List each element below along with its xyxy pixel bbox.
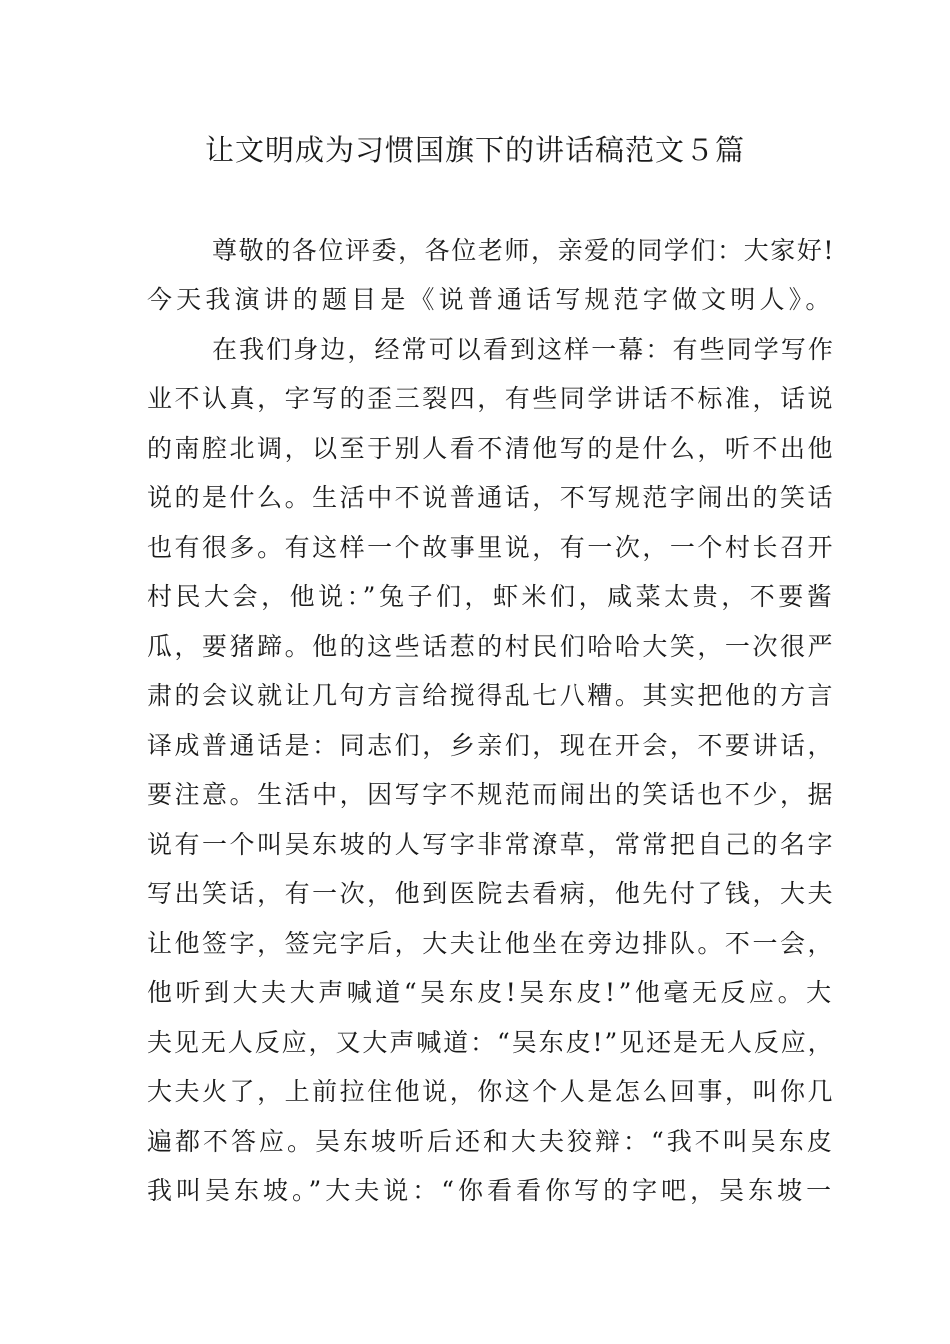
text-line: 译成普通话是：同志们，乡亲们，现在开会，不要讲话， (147, 731, 836, 760)
text-line: 也有很多。有这样一个故事里说，有一次，一个村长召开 (147, 533, 836, 562)
text-line: 在我们身边，经常可以看到这样一幕：有些同学写作 (212, 335, 836, 364)
text-line: 的南腔北调，以至于别人看不清他写的是什么，听不出他 (147, 434, 836, 463)
text-line: 瓜，要猪蹄。他的这些话惹的村民们哈哈大笑，一次很严 (147, 632, 836, 661)
text-line: 尊敬的各位评委，各位老师，亲爱的同学们：大家好! (212, 236, 836, 265)
text-line: 村民大会，他说：”兔子们，虾米们，咸菜太贵，不要酱 (147, 582, 836, 611)
text-line: 今天我演讲的题目是《说普通话写规范字做文明人》。 (147, 285, 835, 314)
text-line: 遍都不答应。吴东坡听后还和大夫狡辩：“我不叫吴东皮 (147, 1127, 835, 1156)
document-title: 让文明成为习惯国旗下的讲话稿范文５篇 (204, 133, 745, 167)
text-line: 他听到大夫大声喊道“吴东皮!吴东皮!”他毫无反应。大 (147, 978, 835, 1007)
text-line: 让他签字，签完字后，大夫让他坐在旁边排队。不一会， (147, 929, 836, 958)
text-line: 业不认真，字写的歪三裂四，有些同学讲话不标准，话说 (147, 384, 836, 413)
text-line: 我叫吴东坡。”大夫说：“你看看你写的字吧，吴东坡一 (147, 1176, 836, 1205)
text-line: 说有一个叫吴东坡的人写字非常潦草，常常把自己的名字 (147, 830, 836, 859)
text-line: 要注意。生活中，因写字不规范而闹出的笑话也不少，据 (147, 780, 836, 809)
text-line: 大夫火了，上前拉住他说，你这个人是怎么回事，叫你几 (147, 1077, 836, 1106)
text-line: 肃的会议就让几句方言给搅得乱七八糟。其实把他的方言 (147, 681, 836, 710)
text-line: 夫见无人反应，又大声喊道：“吴东皮!”见还是无人反应， (147, 1028, 835, 1057)
text-line: 写出笑话，有一次，他到医院去看病，他先付了钱，大夫 (147, 879, 836, 908)
text-line: 说的是什么。生活中不说普通话，不写规范字闹出的笑话 (147, 483, 836, 512)
